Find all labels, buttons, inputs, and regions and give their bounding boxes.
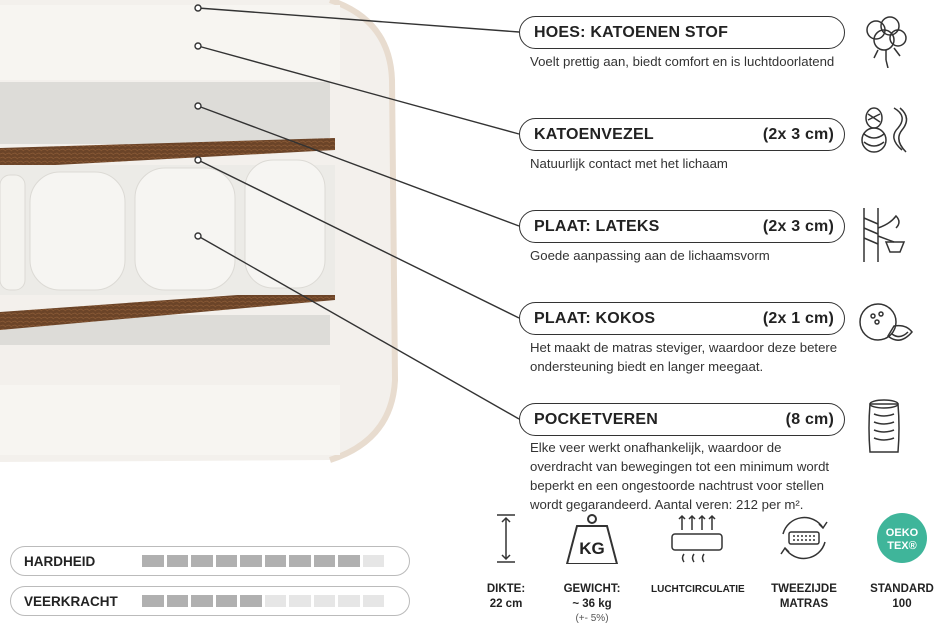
- layer-cotton-fibre-pill: [519, 118, 845, 151]
- weight-kg-text: KG: [579, 539, 605, 558]
- rating-segment: [216, 595, 238, 607]
- layer-pocket-springs-description: Elke veer werkt onafhankelijk, waardoor de overdracht van bewegingen tot een minimum wordt beperkt en een ongestoorde nachtrust voor stellen wordt gegarandeerd. Aantal veren: 212 per m².: [530, 440, 830, 512]
- layer-name: HOES: KATOENEN STOF: [534, 23, 729, 41]
- rating-segment: [167, 595, 189, 607]
- oeko-badge-line1: OEKO: [885, 527, 919, 539]
- spec-line2: MATRAS: [779, 598, 829, 610]
- spec-note: (+- 5%): [575, 613, 609, 624]
- rating-segment: [338, 555, 360, 567]
- yarn-skein-icon: [856, 102, 914, 160]
- rating-segment: [216, 555, 238, 567]
- spec-line1: STANDARD: [870, 583, 934, 595]
- rating-segments: [142, 555, 384, 567]
- spec-line1: TWEEZIJDE: [771, 583, 837, 595]
- spec-line2: 22 cm: [489, 598, 523, 610]
- layer-size: (2x 1 cm): [762, 309, 834, 327]
- rating-segment: [289, 595, 311, 607]
- rating-segment: [191, 595, 213, 607]
- rating-segment: [265, 595, 287, 607]
- rating-segment: [142, 555, 164, 567]
- rating-resilience: [10, 586, 410, 616]
- rating-segment: [240, 595, 262, 607]
- spec-weight: [546, 512, 638, 625]
- spec-reversible: [758, 512, 850, 612]
- rating-segment: [338, 595, 360, 607]
- layer-latex-description: Goede aanpassing aan de lichaamsvorm: [530, 248, 770, 263]
- height-arrow-icon: [477, 512, 535, 564]
- layer-cotton-fibre-description: Natuurlijk contact met het lichaam: [530, 156, 728, 171]
- spec-line1: LUCHTCIRCULATIE: [651, 584, 745, 595]
- rating-segment: [363, 595, 385, 607]
- rubber-tree-icon: [856, 206, 914, 264]
- rating-segment: [167, 555, 189, 567]
- layer-size: (8 cm): [785, 410, 834, 428]
- layer-coconut-description: Het maakt de matras steviger, waardoor deze betere ondersteuning biedt en langer meegaat.: [530, 340, 838, 374]
- cotton-flower-icon: [856, 10, 914, 68]
- layer-latex-pill: [519, 210, 845, 243]
- rating-segment: [142, 595, 164, 607]
- layer-name: PLAAT: LATEKS: [534, 217, 660, 235]
- rating-segment: [265, 555, 287, 567]
- spec-line1: GEWICHT:: [563, 583, 621, 595]
- coconut-icon: [856, 296, 914, 354]
- layer-size: (2x 3 cm): [762, 217, 834, 235]
- pocket-spring-icon: [856, 398, 914, 456]
- layer-name: KATOENVEZEL: [534, 125, 654, 143]
- reversible-mattress-icon: [775, 512, 833, 564]
- spec-line2: 100: [892, 598, 912, 610]
- layer-cover-description: Voelt prettig aan, biedt comfort en is luchtdoorlatend: [530, 54, 835, 69]
- oeko-tex-badge-icon: [873, 512, 931, 564]
- air-circulation-icon: [668, 512, 726, 564]
- spec-oeko-tex: [856, 512, 948, 612]
- rating-label: VEERKRACHT: [24, 593, 118, 609]
- spec-line1: DIKTE:: [486, 583, 526, 595]
- rating-segment: [191, 555, 213, 567]
- spec-thickness: [460, 512, 552, 612]
- rating-hardness: [10, 546, 410, 576]
- oeko-badge-line2: TEX®: [887, 540, 917, 552]
- layer-pocket-springs-pill: [519, 403, 845, 436]
- spec-line2: ~ 36 kg: [572, 598, 612, 610]
- spec-air-circulation: [651, 512, 743, 597]
- rating-segment: [240, 555, 262, 567]
- layer-coconut-pill: [519, 302, 845, 335]
- layer-name: PLAAT: KOKOS: [534, 309, 656, 327]
- mattress-cross-section: [0, 0, 470, 470]
- rating-label: HARDHEID: [24, 553, 96, 569]
- rating-segment: [314, 555, 336, 567]
- weight-kg-icon: [563, 512, 621, 564]
- layer-cover-pill: [519, 16, 845, 49]
- rating-segment: [314, 595, 336, 607]
- layer-size: (2x 3 cm): [762, 125, 834, 143]
- rating-segment: [363, 555, 385, 567]
- rating-segment: [289, 555, 311, 567]
- rating-segments: [142, 595, 384, 607]
- layer-name: POCKETVEREN: [534, 410, 658, 428]
